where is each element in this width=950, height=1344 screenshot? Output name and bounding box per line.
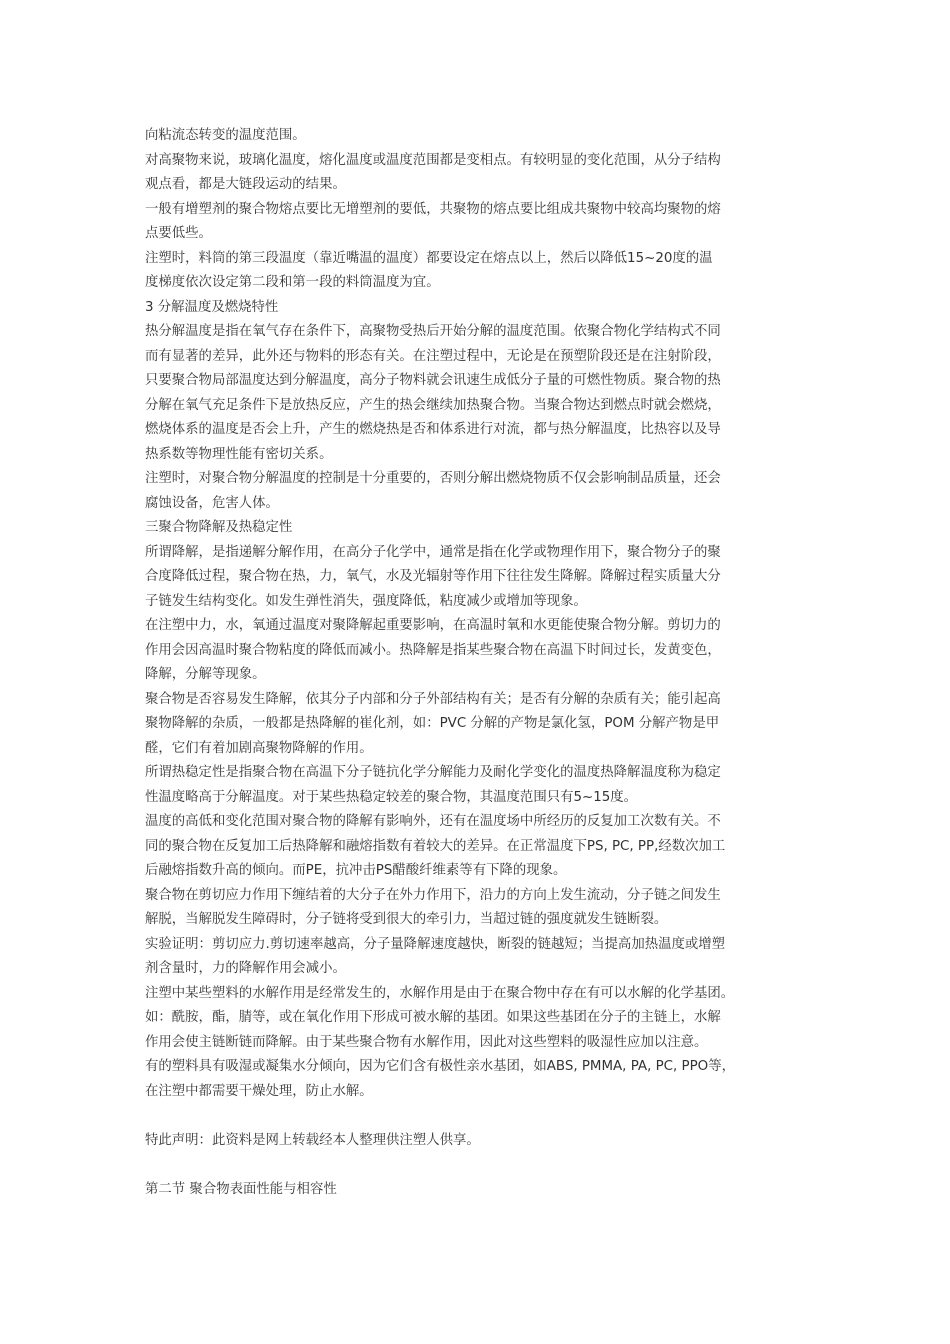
text-line: 而有显著的差异，此外还与物料的形态有关。在注塑过程中，无论是在预塑阶段还是在注射阶段，: [145, 348, 721, 364]
paragraph: [145, 1055, 815, 1104]
section-heading: 第二节 聚合物表面性能与相容性: [145, 1181, 337, 1197]
text-line: 观点看，都是大链段运动的结果。: [145, 177, 346, 192]
text-line: 向粘流态转变的温度范围。: [145, 128, 306, 143]
text-line: 性温度略高于分解温度。对于某些热稳定较差的聚合物，其温度范围只有5~15度。: [145, 789, 638, 805]
paragraph: [145, 614, 815, 688]
text-line: 分解在氧气充足条件下是放热反应，产生的热会继续加热聚合物。当聚合物达到燃点时就会燃烧，: [145, 397, 721, 413]
text-line: 解脱，当解脱发生障碍时，分子链将受到很大的牵引力，当超过链的强度就发生链断裂。: [145, 912, 668, 927]
document-page: [145, 124, 815, 1202]
text-line: 所谓降解，是指递解分解作用，在高分子化学中，通常是指在化学或物理作用下，聚合物分子的聚: [145, 544, 721, 560]
text-line: 点要低些。: [145, 226, 212, 241]
paragraph: [145, 541, 815, 615]
text-line: 燃烧体系的温度是否会上升，产生的燃烧热是否和体系进行对流，都与热分解温度，比热容以及导: [145, 422, 721, 437]
text-line: 在注塑中力，水，氧通过温度对聚降解起重要影响，在高温时氧和水更能使聚合物分解。剪切力的: [145, 618, 721, 633]
text-line: 热系数等物理性能有密切关系。: [145, 446, 333, 462]
text-line: 剂含量时，力的降解作用会减小。: [145, 961, 346, 976]
text-line: 对高聚物来说，玻璃化温度，熔化温度或温度范围都是变相点。有较明显的变化范围，从分子结构: [145, 152, 721, 168]
text-line: 腐蚀设备，危害人体。: [145, 495, 279, 511]
spacer: [145, 1153, 815, 1178]
paragraph: [145, 884, 815, 933]
text-line: 醛，它们有着加剧高聚物降解的作用。: [145, 740, 373, 756]
paragraph: [145, 761, 815, 810]
paragraph: [145, 247, 815, 296]
text-line: 在注塑中都需要干燥处理，防止水解。: [145, 1083, 373, 1099]
paragraph: [145, 982, 815, 1056]
text-line: 如：酰胺，酯，腈等，或在氧化作用下形成可被水解的基团。如果这些基团在分子的主链上，水解: [145, 1010, 721, 1025]
text-line: 3 分解温度及燃烧特性: [145, 299, 279, 315]
text-line: 注塑中某些塑料的水解作用是经常发生的，水解作用是由于在聚合物中存在有可以水解的化学基团。: [145, 985, 735, 1001]
text-line: 作用会使主链断链而降解。由于某些聚合物有水解作用，因此对这些塑料的吸湿性应加以注意。: [145, 1034, 708, 1050]
paragraph: [145, 467, 815, 516]
statement-paragraph: [145, 1129, 815, 1154]
text-line: 注塑时，对聚合物分解温度的控制是十分重要的，否则分解出燃烧物质不仅会影响制品质量，还会: [145, 471, 721, 486]
paragraph: [145, 933, 815, 982]
text-line: 三聚合物降解及热稳定性: [145, 520, 293, 535]
text-line: 聚物降解的杂质，一般都是热降解的崔化剂，如：PVC 分解的产物是氯化氢，POM 分解产物是甲: [145, 716, 720, 731]
text-line: 度梯度依次设定第二段和第一段的料筒温度为宜。: [145, 275, 440, 290]
paragraph: [145, 688, 815, 762]
paragraph: [145, 810, 815, 884]
paragraph: [145, 124, 815, 149]
spacer: [145, 1104, 815, 1129]
text-line: 子链发生结构变化。如发生弹性消失，强度降低，粘度减少或增加等现象。: [145, 593, 587, 609]
text-line: 降解，分解等现象。: [145, 667, 266, 682]
text-line: 一般有增塑剂的聚合物熔点要比无增塑剂的要低，共聚物的熔点要比组成共聚物中较高均聚物的熔: [145, 201, 721, 217]
section-heading-block: [145, 1178, 815, 1203]
text-line: 后融熔指数升高的倾向。而PE，抗冲击PS醋酸纤维素等有下降的现象。: [145, 863, 567, 878]
text-line: 聚合物在剪切应力作用下缠结着的大分子在外力作用下，沿力的方向上发生流动，分子链之间发生: [145, 887, 721, 903]
text-line: 只要聚合物局部温度达到分解温度，高分子物料就会讯速生成低分子量的可燃性物质。聚合物的热: [145, 373, 721, 388]
document-body: [145, 124, 815, 1104]
text-line: 作用会因高温时聚合物粘度的降低而减小。热降解是指某些聚合物在高温下时间过长，发黄变色，: [145, 642, 721, 658]
text-line: 聚合物是否容易发生降解，依其分子内部和分子外部结构有关；是否有分解的杂质有关；能引起高: [145, 691, 721, 707]
text-line: 实验证明：剪切应力.剪切速率越高，分子量降解速度越快，断裂的链越短；当提高加热温度或增塑: [145, 936, 726, 952]
text-line: 温度的高低和变化范围对聚合物的降解有影响外，还有在温度场中所经历的反复加工次数有关。不: [145, 814, 721, 829]
text-line: 同的聚合物在反复加工后热降解和融熔指数有着较大的差异。在正常温度下PS, PC, PP,经数次加工: [145, 838, 726, 854]
paragraph: [145, 516, 815, 541]
paragraph: [145, 149, 815, 198]
text-line: 注塑时，料筒的第三段温度（靠近嘴温的温度）都要设定在熔点以上，然后以降低15~20度的温: [145, 250, 713, 266]
paragraph: [145, 296, 815, 321]
text-line: 合度降低过程，聚合物在热，力，氧气，水及光辐射等作用下往往发生降解。降解过程实质量大分: [145, 569, 721, 584]
text-line: 所谓热稳定性是指聚合物在高温下分子链抗化学分解能力及耐化学变化的温度热降解温度称为稳定: [145, 765, 721, 780]
paragraph: [145, 198, 815, 247]
paragraph: [145, 320, 815, 467]
statement-text: 特此声明：此资料是网上转载经本人整理供注塑人供享。: [145, 1132, 480, 1148]
text-line: 有的塑料具有吸湿或凝集水分倾向，因为它们含有极性亲水基团，如ABS, PMMA, PA, PC, PPO等，: [145, 1059, 735, 1074]
text-line: 热分解温度是指在氧气存在条件下，高聚物受热后开始分解的温度范围。依聚合物化学结构式不同: [145, 324, 721, 339]
